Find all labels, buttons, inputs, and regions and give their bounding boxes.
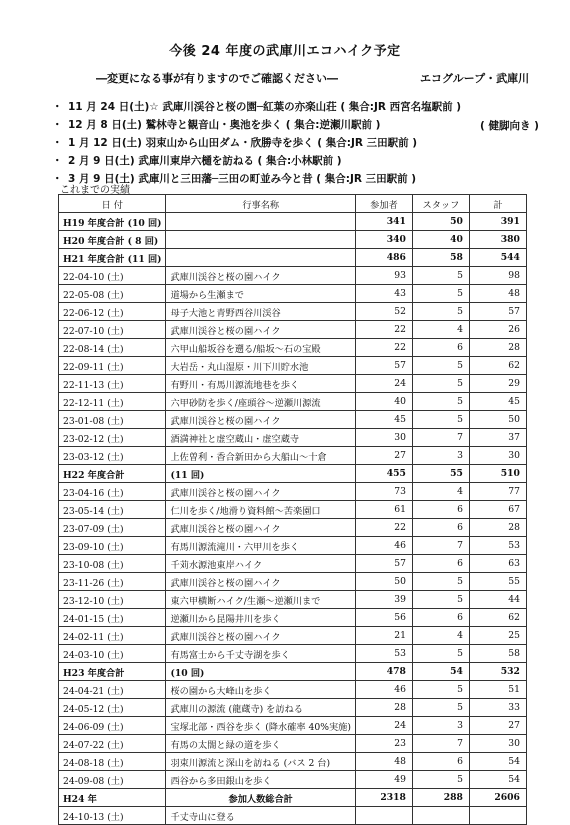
cell-participants: 455 [355, 465, 412, 483]
cell-date: 24-03-10 (土) [59, 645, 166, 663]
cell-total [469, 807, 526, 825]
cell-date: 23-09-10 (土) [59, 537, 166, 555]
table-row [59, 537, 527, 555]
table-row [59, 303, 527, 321]
cell-event-name: (10 回) [166, 663, 355, 681]
cell-date: H22 年度合計 [59, 465, 166, 483]
cell-staff: 7 [412, 735, 469, 753]
cell-participants: 2318 [355, 789, 412, 807]
cell-total: 77 [469, 483, 526, 501]
table-row [59, 627, 527, 645]
table-row [59, 357, 527, 375]
cell-staff: 6 [412, 609, 469, 627]
cell-event-name: 武庫川渓谷と桜の園ハイク [166, 573, 355, 591]
cell-participants: 23 [355, 735, 412, 753]
table-header-row [59, 195, 527, 213]
cell-event-name: 千苅水源池東岸ハイク [166, 555, 355, 573]
cell-staff: 4 [412, 483, 469, 501]
cell-staff: 54 [412, 663, 469, 681]
cell-participants: 341 [355, 213, 412, 231]
cell-staff: 7 [412, 537, 469, 555]
cell-total: 25 [469, 627, 526, 645]
cell-participants: 340 [355, 231, 412, 249]
cell-staff: 6 [412, 519, 469, 537]
cell-total: 544 [469, 249, 526, 267]
cell-staff: 5 [412, 303, 469, 321]
cell-staff: 6 [412, 339, 469, 357]
table-row [59, 717, 527, 735]
table-total-row [59, 231, 527, 249]
cell-date: 23-04-16 (土) [59, 483, 166, 501]
cell-date: 23-05-14 (土) [59, 501, 166, 519]
cell-total: 391 [469, 213, 526, 231]
cell-total: 29 [469, 375, 526, 393]
cell-event-name: 武庫川渓谷と桜の園ハイク [166, 267, 355, 285]
cell-event-name: (11 回) [166, 465, 355, 483]
cell-event-name: 武庫川渓谷と桜の園ハイク [166, 321, 355, 339]
cell-participants: 22 [355, 339, 412, 357]
cell-total: 2606 [469, 789, 526, 807]
table-row [59, 501, 527, 519]
cell-event-name: 上佐曽利・香合新田から大船山～十倉 [166, 447, 355, 465]
schedule-item: ・ 2 月 9 日(土) 武庫川東岸六樋を訪ねる ( 集合:小林駅前 ) [52, 155, 342, 167]
cell-participants: 39 [355, 591, 412, 609]
cell-participants: 22 [355, 321, 412, 339]
page-title: 今後 24 年度の武庫川エコハイク予定 [169, 44, 401, 59]
cell-total: 28 [469, 519, 526, 537]
header-event-name: 行事名称 [166, 195, 355, 213]
cell-participants: 30 [355, 429, 412, 447]
cell-event-name: 西谷から多田銀山を歩く [166, 771, 355, 789]
cell-total: 50 [469, 411, 526, 429]
schedule-note: ( 健脚向き ) [480, 120, 539, 132]
cell-total: 58 [469, 645, 526, 663]
table-row [59, 735, 527, 753]
table-row [59, 591, 527, 609]
schedule-item-text: 3 月 9 日(土) 武庫川と三田藩─三田の町並み今と昔 ( 集合:JR 三田駅前 ) [68, 173, 417, 185]
cell-total: 26 [469, 321, 526, 339]
cell-date: 22-11-13 (土) [59, 375, 166, 393]
cell-date: 24-02-11 (土) [59, 627, 166, 645]
cell-event-name: 武庫川の源流 (龍蔵寺) を訪ねる [166, 699, 355, 717]
cell-event-name: 武庫川渓谷と桜の園ハイク [166, 627, 355, 645]
table-row [59, 753, 527, 771]
cell-staff: 6 [412, 555, 469, 573]
table-row [59, 285, 527, 303]
cell-total: 57 [469, 303, 526, 321]
table-row [59, 483, 527, 501]
cell-total: 45 [469, 393, 526, 411]
page-subtitle: ―変更になる事が有りますのでご確認ください― [96, 72, 338, 85]
cell-participants: 21 [355, 627, 412, 645]
cell-date: 23-03-12 (土) [59, 447, 166, 465]
cell-event-name: 六甲山船坂谷を遡る/船坂～石の宝殿 [166, 339, 355, 357]
table-total-row [59, 249, 527, 267]
schedule-item-text: 11 月 24 日(土)☆ 武庫川渓谷と桜の園─紅葉の亦楽山荘 ( 集合:JR 西宮名塩駅前 ) [68, 101, 462, 113]
cell-participants: 24 [355, 717, 412, 735]
cell-total: 67 [469, 501, 526, 519]
cell-participants: 486 [355, 249, 412, 267]
cell-staff: 5 [412, 645, 469, 663]
schedule-item-text: 12 月 8 日(土) 鷲林寺と観音山・奥池を歩く ( 集合:逆瀬川駅前 ) [68, 119, 381, 131]
cell-staff: 5 [412, 393, 469, 411]
cell-staff: 58 [412, 249, 469, 267]
cell-date: 24-08-18 (土) [59, 753, 166, 771]
cell-staff: 6 [412, 501, 469, 519]
cell-total: 44 [469, 591, 526, 609]
cell-staff: 4 [412, 321, 469, 339]
cell-date: 23-10-08 (土) [59, 555, 166, 573]
cell-total: 510 [469, 465, 526, 483]
table-row [59, 555, 527, 573]
cell-date: 23-11-26 (土) [59, 573, 166, 591]
cell-participants: 46 [355, 537, 412, 555]
cell-total: 62 [469, 357, 526, 375]
header-staff: スタッフ [412, 195, 469, 213]
cell-date: 22-08-14 (土) [59, 339, 166, 357]
cell-date: 23-07-09 (土) [59, 519, 166, 537]
cell-event-name: 道場から生瀬まで [166, 285, 355, 303]
table-row [59, 519, 527, 537]
cell-event-name [166, 249, 355, 267]
cell-event-name: 東六甲横断ハイク/生瀬～逆瀬川まで [166, 591, 355, 609]
schedule-item: ・ 12 月 8 日(土) 鷲林寺と観音山・奥池を歩く ( 集合:逆瀬川駅前 ) [52, 119, 381, 131]
cell-total: 54 [469, 753, 526, 771]
cell-participants: 50 [355, 573, 412, 591]
cell-event-name: 参加人数総合計 [166, 789, 355, 807]
table-row [59, 267, 527, 285]
cell-total: 28 [469, 339, 526, 357]
cell-event-name: 武庫川渓谷と桜の園ハイク [166, 411, 355, 429]
cell-date: 22-09-11 (土) [59, 357, 166, 375]
table-total-row [59, 213, 527, 231]
table-row [59, 429, 527, 447]
cell-staff: 5 [412, 285, 469, 303]
cell-date: H24 年 [59, 789, 166, 807]
cell-total: 62 [469, 609, 526, 627]
cell-date: 24-04-21 (土) [59, 681, 166, 699]
table-row [59, 771, 527, 789]
cell-event-name: 六甲砂防を歩く/座頭谷～逆瀬川源流 [166, 393, 355, 411]
cell-participants: 22 [355, 519, 412, 537]
table-row [59, 321, 527, 339]
cell-staff: 5 [412, 699, 469, 717]
cell-total: 63 [469, 555, 526, 573]
cell-staff: 288 [412, 789, 469, 807]
schedule-item: ・ 11 月 24 日(土)☆ 武庫川渓谷と桜の園─紅葉の亦楽山荘 ( 集合:JR 西宮名塩駅前 ) [52, 101, 462, 113]
schedule-item-text: 2 月 9 日(土) 武庫川東岸六樋を訪ねる ( 集合:小林駅前 ) [68, 155, 342, 167]
cell-total: 30 [469, 735, 526, 753]
table-row [59, 447, 527, 465]
cell-total: 33 [469, 699, 526, 717]
cell-event-name: 宝塚北部・西谷を歩く (降水確率 40%実施) [166, 717, 355, 735]
cell-staff: 5 [412, 411, 469, 429]
cell-participants: 52 [355, 303, 412, 321]
cell-participants: 478 [355, 663, 412, 681]
cell-total: 30 [469, 447, 526, 465]
table-row [59, 681, 527, 699]
cell-total: 37 [469, 429, 526, 447]
header-participants: 参加者 [355, 195, 412, 213]
cell-event-name: 逆瀬川から昆陽井川を歩く [166, 609, 355, 627]
cell-staff [412, 807, 469, 825]
cell-participants: 28 [355, 699, 412, 717]
cell-event-name [166, 231, 355, 249]
cell-staff: 50 [412, 213, 469, 231]
cell-event-name: 母子大池と青野西谷川渓谷 [166, 303, 355, 321]
cell-event-name: 桜の園から大峰山を歩く [166, 681, 355, 699]
section-label: これまでの実績 [60, 185, 130, 196]
cell-staff: 40 [412, 231, 469, 249]
cell-total: 48 [469, 285, 526, 303]
cell-participants: 57 [355, 555, 412, 573]
cell-staff: 5 [412, 681, 469, 699]
cell-date: 24-09-08 (土) [59, 771, 166, 789]
cell-staff: 5 [412, 267, 469, 285]
cell-staff: 4 [412, 627, 469, 645]
table-row [59, 375, 527, 393]
cell-date: 22-05-08 (土) [59, 285, 166, 303]
cell-event-name: 羽束川源流と深山を訪ねる (バス 2 台) [166, 753, 355, 771]
table-total-row [59, 663, 527, 681]
cell-staff: 5 [412, 357, 469, 375]
schedule-item-text: 1 月 12 日(土) 羽束山から山田ダム・欣勝寺を歩く ( 集合:JR 三田駅前 ) [68, 137, 418, 149]
cell-participants: 46 [355, 681, 412, 699]
cell-total: 380 [469, 231, 526, 249]
cell-date: 23-12-10 (土) [59, 591, 166, 609]
cell-staff: 6 [412, 753, 469, 771]
cell-participants: 43 [355, 285, 412, 303]
table-row [59, 807, 527, 825]
cell-total: 55 [469, 573, 526, 591]
cell-participants: 27 [355, 447, 412, 465]
cell-participants: 24 [355, 375, 412, 393]
cell-participants [355, 807, 412, 825]
cell-participants: 53 [355, 645, 412, 663]
table-row [59, 339, 527, 357]
cell-event-name: 有野川・有馬川源流地巷を歩く [166, 375, 355, 393]
cell-staff: 3 [412, 447, 469, 465]
cell-total: 51 [469, 681, 526, 699]
cell-staff: 5 [412, 591, 469, 609]
cell-participants: 45 [355, 411, 412, 429]
cell-participants: 49 [355, 771, 412, 789]
cell-date: 24-10-13 (土) [59, 807, 166, 825]
cell-total: 98 [469, 267, 526, 285]
cell-total: 532 [469, 663, 526, 681]
table-total-row [59, 789, 527, 807]
cell-participants: 93 [355, 267, 412, 285]
cell-staff: 5 [412, 375, 469, 393]
header-total: 計 [469, 195, 526, 213]
table-row [59, 411, 527, 429]
table-row [59, 573, 527, 591]
records-table [58, 194, 527, 825]
schedule-item: ・ 3 月 9 日(土) 武庫川と三田藩─三田の町並み今と昔 ( 集合:JR 三田駅前 ) [52, 173, 417, 185]
cell-staff: 5 [412, 771, 469, 789]
cell-event-name: 大岩岳・丸山湿原・川下川貯水池 [166, 357, 355, 375]
cell-participants: 40 [355, 393, 412, 411]
table-total-row [59, 465, 527, 483]
cell-event-name: 千丈寺山に登る [166, 807, 355, 825]
cell-participants: 48 [355, 753, 412, 771]
cell-event-name: 有馬の太閤と緑の道を歩く [166, 735, 355, 753]
cell-date: 22-06-12 (土) [59, 303, 166, 321]
cell-total: 27 [469, 717, 526, 735]
cell-participants: 57 [355, 357, 412, 375]
organization-name: エコグループ・武庫川 [420, 72, 530, 85]
cell-date: 24-05-12 (土) [59, 699, 166, 717]
cell-date: 22-07-10 (土) [59, 321, 166, 339]
cell-date: H21 年度合計 (11 回) [59, 249, 166, 267]
cell-event-name: 酒満神社と虚空蔵山・虚空蔵寺 [166, 429, 355, 447]
cell-date: H19 年度合計 (10 回) [59, 213, 166, 231]
cell-event-name: 武庫川渓谷と桜の園ハイク [166, 483, 355, 501]
cell-date: H23 年度合計 [59, 663, 166, 681]
cell-date: 24-06-09 (土) [59, 717, 166, 735]
table-row [59, 699, 527, 717]
cell-participants: 56 [355, 609, 412, 627]
cell-date: 23-02-12 (土) [59, 429, 166, 447]
cell-participants: 73 [355, 483, 412, 501]
cell-event-name [166, 213, 355, 231]
cell-total: 53 [469, 537, 526, 555]
cell-staff: 7 [412, 429, 469, 447]
cell-staff: 5 [412, 573, 469, 591]
table-row [59, 645, 527, 663]
cell-staff: 55 [412, 465, 469, 483]
cell-date: 23-01-08 (土) [59, 411, 166, 429]
cell-date: 22-04-10 (土) [59, 267, 166, 285]
table-body [59, 213, 527, 825]
header-date: 日 付 [59, 195, 166, 213]
cell-event-name: 有馬富士から千丈寺湖を歩く [166, 645, 355, 663]
cell-participants: 61 [355, 501, 412, 519]
cell-staff: 3 [412, 717, 469, 735]
cell-event-name: 仁川を歩く/地滑り資料館～苦楽園口 [166, 501, 355, 519]
cell-date: H20 年度合計 ( 8 回) [59, 231, 166, 249]
cell-event-name: 武庫川渓谷と桜の園ハイク [166, 519, 355, 537]
schedule-item: ・ 1 月 12 日(土) 羽束山から山田ダム・欣勝寺を歩く ( 集合:JR 三田駅前 ) [52, 137, 418, 149]
cell-date: 24-07-22 (土) [59, 735, 166, 753]
cell-event-name: 有馬川源流滝川・六甲川を歩く [166, 537, 355, 555]
schedule-list [52, 98, 461, 188]
cell-date: 24-01-15 (土) [59, 609, 166, 627]
cell-total: 54 [469, 771, 526, 789]
table-row [59, 609, 527, 627]
cell-date: 22-12-11 (土) [59, 393, 166, 411]
table-row [59, 393, 527, 411]
